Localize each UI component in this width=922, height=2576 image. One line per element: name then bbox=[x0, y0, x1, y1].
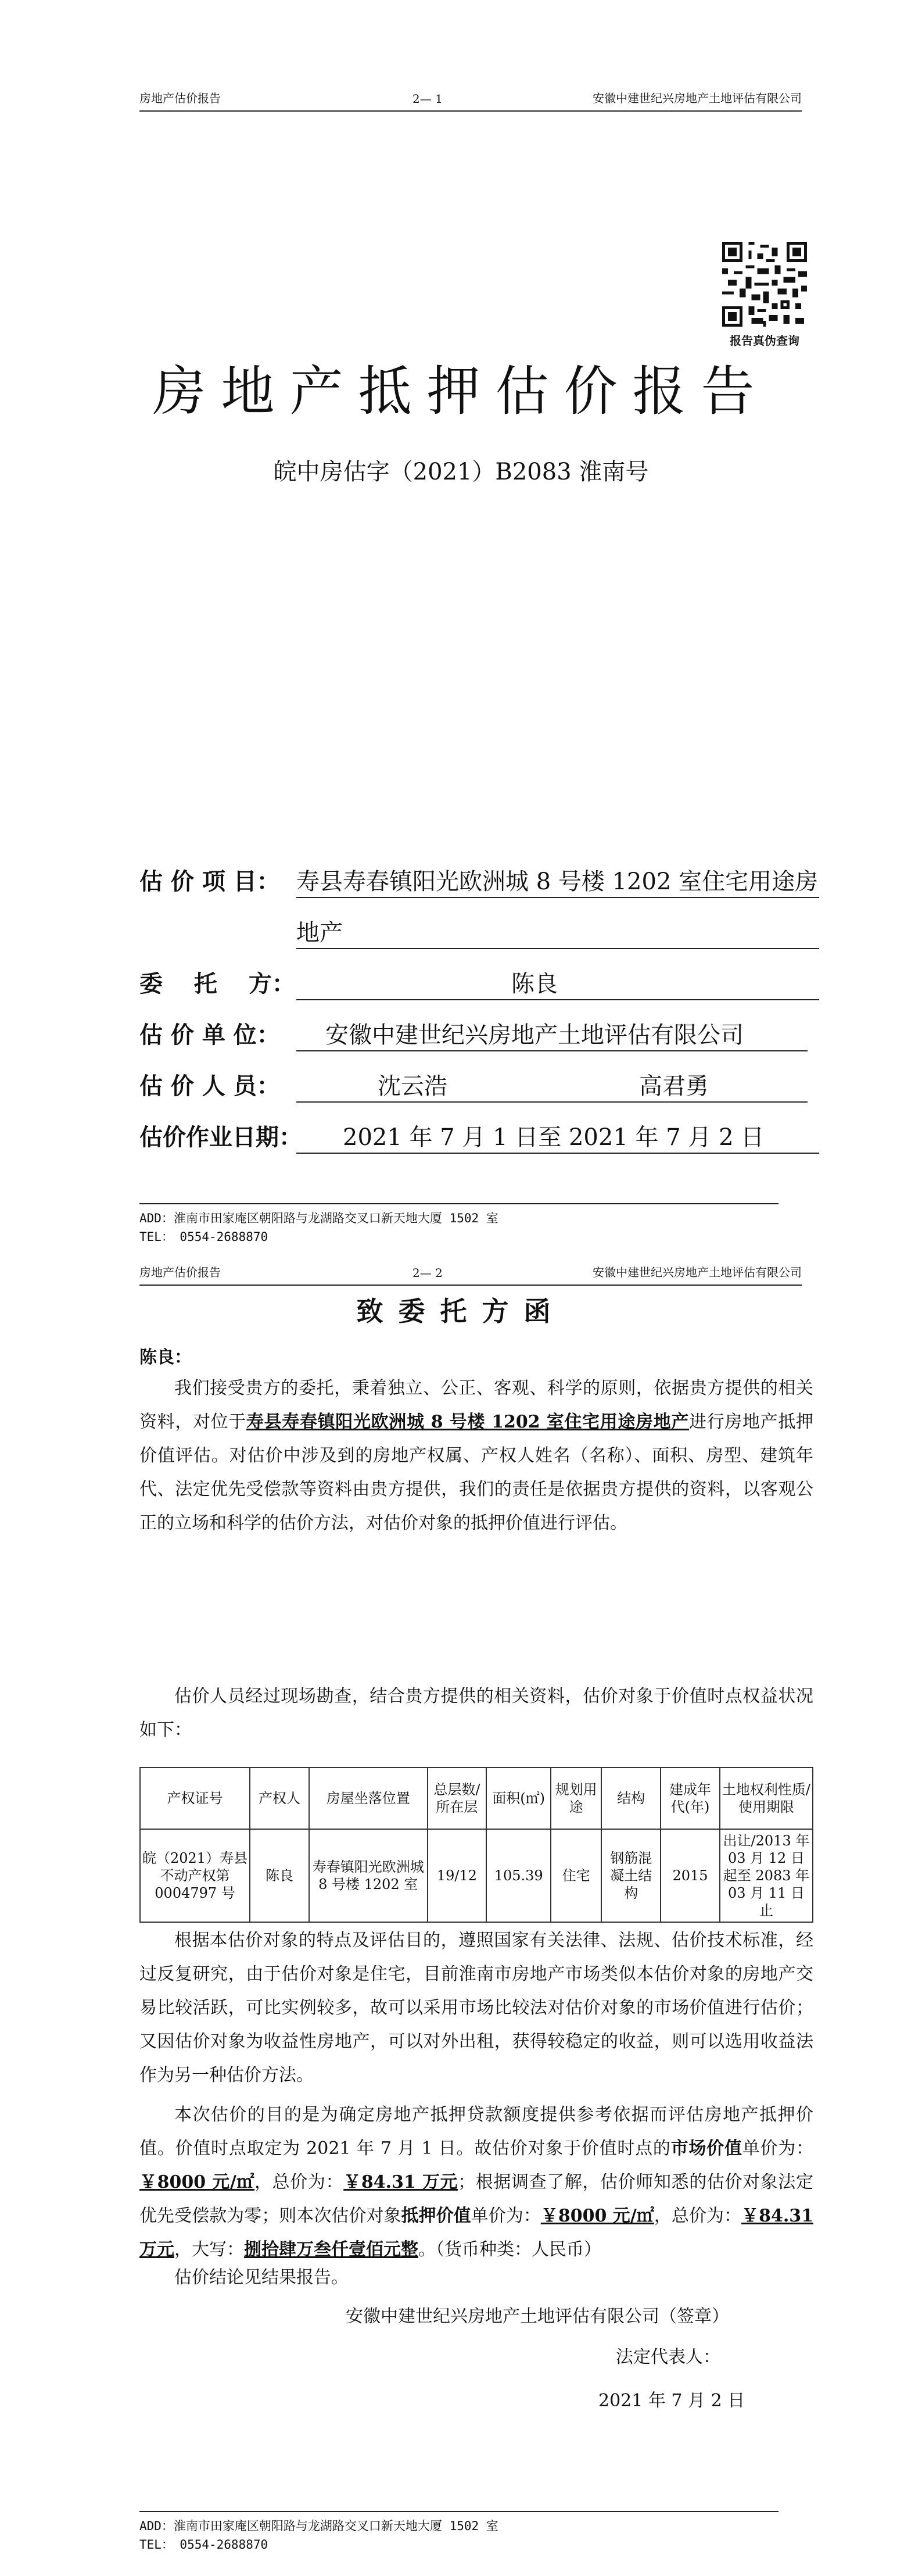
table-cell: 钢筋混凝土结构 bbox=[601, 1829, 661, 1922]
text: ，大写： bbox=[174, 2239, 244, 2260]
header-left: 房地产估价报告 bbox=[139, 1265, 221, 1279]
letter-page bbox=[0, 1261, 922, 2576]
text: 单价为： bbox=[471, 2206, 541, 2226]
table-cell: 住宅 bbox=[551, 1829, 601, 1922]
table-header-cell: 房屋坐落位置 bbox=[309, 1768, 428, 1829]
letter-paragraph-5: 估价结论见结果报告。 bbox=[174, 2267, 349, 2288]
footer-address: ADD：淮南市田家庵区朝阳路与龙湖路交叉口新天地大厦 1502 室 bbox=[139, 2519, 498, 2533]
market-total-price: ￥84.31 万元 bbox=[343, 2172, 458, 2192]
text: ，总价为： bbox=[654, 2206, 742, 2226]
table-header-row bbox=[140, 1768, 813, 1829]
footer-address: ADD：淮南市田家庵区朝阳路与龙湖路交叉口新天地大厦 1502 室 bbox=[139, 1211, 498, 1225]
footer-phone: TEL： 0554-2688870 bbox=[139, 1230, 268, 1244]
info-underline bbox=[296, 1068, 808, 1103]
text: 我们接受贵方的委托，秉着独立、公正、客观、科学的原则，依据贵方提供的相关资料，对位于 bbox=[139, 1378, 813, 1432]
signature-legal-rep: 法定代表人： bbox=[616, 2347, 720, 2367]
text: ，总价为： bbox=[254, 2172, 344, 2192]
info-value-client: 陈良 bbox=[511, 971, 558, 997]
text: 本次估价的目的是为确定房地产抵押贷款额度提供参考依据而评估房地产抵押价值。价值时点取定为 2021 年 7 月 1 日。故估价对象于价值时点的 bbox=[139, 2105, 813, 2159]
table-row bbox=[140, 1829, 813, 1922]
text: 单价为： bbox=[742, 2138, 814, 2159]
cover-page bbox=[0, 0, 922, 1261]
letter-paragraph-3: 根据本估价对象的特点及评估目的，遵照国家有关法律、法规、估价技术标准，经过反复研究，由于估价对象是住宅，目前淮南市房地产市场类似本估价对象的房地产交易比较活跃，可比实例较多，故可以采用市场比较法对估价对象的市场价值进行估价；又因估价对象为收益性房地产，可以对外出租，获得较稳定的收益，则可以选用收益法作为另一种估价方法。 bbox=[139, 1930, 813, 2085]
info-value-appraiser-2: 高君勇 bbox=[639, 1073, 709, 1100]
table-cell: 皖（2021）寿县不动产权第 0004797 号 bbox=[140, 1829, 250, 1922]
table-cell: 19/12 bbox=[428, 1829, 487, 1922]
table-cell: 2015 bbox=[661, 1829, 720, 1922]
signature-company: 安徽中建世纪兴房地产土地评估有限公司（签章） bbox=[346, 2306, 729, 2327]
qr-code-icon[interactable] bbox=[722, 242, 807, 327]
text: 市场价值 bbox=[670, 2138, 742, 2159]
header-left: 房地产估价报告 bbox=[139, 91, 221, 105]
letter-greeting: 陈良： bbox=[139, 1347, 192, 1368]
table-header-cell: 产权人 bbox=[250, 1768, 309, 1829]
info-underline bbox=[296, 965, 819, 1000]
table-header-cell: 规划用途 bbox=[551, 1768, 601, 1829]
info-value-appraiser-1: 沈云浩 bbox=[378, 1073, 447, 1100]
info-value-project: 寿县寿春镇阳光欧洲城 8 号楼 1202 室住宅用途房 bbox=[296, 868, 819, 895]
header-page-number: 2— 1 bbox=[412, 92, 443, 106]
page-header bbox=[139, 87, 802, 112]
mortgage-total-price: ￥84.31 万元 bbox=[139, 2206, 814, 2260]
info-value-dates: 2021 年 7 月 1 日至 2021 年 7 月 2 日 bbox=[343, 1124, 765, 1151]
market-unit-price: ￥8000 元/㎡ bbox=[139, 2172, 255, 2192]
text: 进行房地产抵押价值评估。对估价中涉及到的房地产权属、产权人姓名（名称）、面积、房型、建筑年代、法定优先受偿款等资料由贵方提供，我们的责任是依据贵方提供的资料，以客观公正的立场和科学的估价方法，对估价对象的抵押价值进行评估。 bbox=[139, 1412, 814, 1533]
table-cell: 出让/2013 年 03 月 12 日起至 2083 年 03 月 11 日止 bbox=[720, 1829, 813, 1922]
header-right: 安徽中建世纪兴房地产土地评估有限公司 bbox=[593, 91, 802, 105]
table-header-cell: 产权证号 bbox=[140, 1768, 250, 1829]
text: 抵押价值 bbox=[401, 2206, 471, 2226]
table-cell: 寿春镇阳光欧洲城 8 号楼 1202 室 bbox=[309, 1829, 428, 1922]
letter-paragraph-1 bbox=[139, 1372, 813, 1540]
table-header-cell: 总层数/所在层 bbox=[428, 1768, 487, 1829]
table-header-cell: 建成年代(年) bbox=[661, 1768, 720, 1829]
info-label: 估 价 人 员： bbox=[139, 1072, 280, 1100]
info-underline bbox=[296, 914, 819, 949]
info-label: 估 价 单 位： bbox=[139, 1021, 280, 1049]
header-right: 安徽中建世纪兴房地产土地评估有限公司 bbox=[593, 1265, 802, 1279]
table-cell: 105.39 bbox=[486, 1829, 551, 1922]
table-header-cell: 面积(㎡) bbox=[486, 1768, 551, 1829]
info-label: 估 价 项 目： bbox=[139, 868, 280, 895]
report-title: 房地产抵押估价报告 bbox=[152, 360, 770, 423]
table-header-cell: 结构 bbox=[601, 1768, 661, 1829]
property-rights-table bbox=[139, 1767, 813, 1923]
info-value-project-cont: 地产 bbox=[296, 920, 343, 946]
footer-phone: TEL： 0554-2688870 bbox=[139, 2538, 268, 2552]
header-page-number: 2— 2 bbox=[412, 1266, 443, 1280]
text: 。（货币种类：人民币） bbox=[418, 2239, 601, 2260]
report-ref-number: 皖中房估字（2021）B2083 淮南号 bbox=[273, 459, 649, 485]
footer-divider bbox=[139, 2511, 779, 2512]
property-address: 寿县寿春镇阳光欧洲城 8 号楼 1202 室住宅用途房地产 bbox=[246, 1412, 690, 1432]
info-label: 估价作业日期： bbox=[139, 1124, 302, 1151]
table-cell: 陈良 bbox=[250, 1829, 309, 1922]
qr-caption: 报告真伪查询 bbox=[730, 334, 799, 348]
amount-in-words: 捌拾肆万叁仟壹佰元整 bbox=[244, 2239, 418, 2260]
letter-title: 致委托方函 bbox=[356, 1296, 566, 1327]
info-label: 委 托 方： bbox=[139, 970, 295, 997]
table-header-cell: 土地权利性质/使用期限 bbox=[720, 1768, 813, 1829]
letter-paragraph-2: 估价人员经过现场勘查，结合贵方提供的相关资料，估价对象于价值时点权益状况如下： bbox=[139, 1686, 813, 1740]
footer-divider bbox=[139, 1203, 779, 1204]
letter-paragraph-4 bbox=[139, 2098, 813, 2267]
info-value-unit: 安徽中建世纪兴房地产土地评估有限公司 bbox=[325, 1022, 744, 1049]
text: ；根据调查了解，估价师知悉的估价对象法定优先受偿款为零；则本次估价对象 bbox=[139, 2172, 814, 2226]
page-header bbox=[139, 1261, 802, 1286]
mortgage-unit-price: ￥8000 元/㎡ bbox=[540, 2206, 654, 2226]
signature-date: 2021 年 7 月 2 日 bbox=[598, 2391, 745, 2411]
